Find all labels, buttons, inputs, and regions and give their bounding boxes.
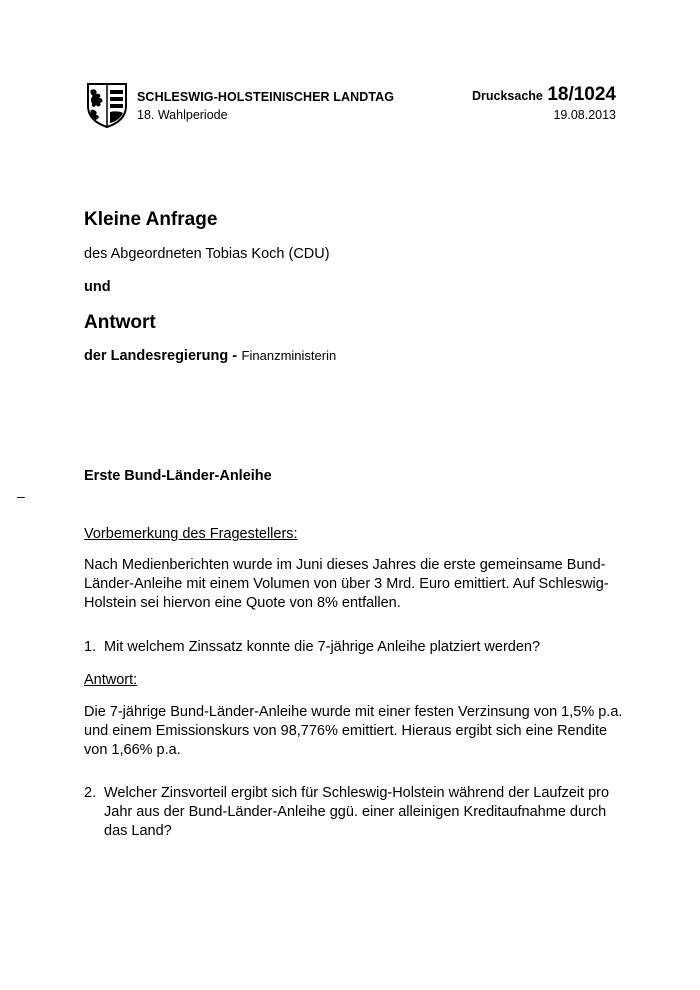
document-date: 19.08.2013 [553, 108, 616, 122]
document-number [472, 84, 616, 106]
preliminary-remark-text: Nach Medienberichten wurde im Juni dieses Jahres die erste gemeinsame Bund-Länder-Anleihe mit einem Volumen von über 3 Mrd. Euro emittiert. Auf Schleswig-Holstein sei hiervon eine Quote von 8% entfallen. [84, 557, 609, 611]
answer-1-text: Die 7-jährige Bund-Länder-Anleihe wurde mit einer festen Verzinsung von 1,5% p.a. und einem Emissionskurs von 98,776% emittiert. Hieraus ergibt sich eine Rendite von 1,66% p.a. [84, 704, 623, 758]
subject-heading: Erste Bund-Länder-Anleihe [84, 468, 272, 484]
answer-heading: Antwort: [84, 672, 138, 688]
margin-mark: – [17, 488, 25, 504]
preliminary-remark-heading: Vorbemerkung des Fragestellers: [84, 526, 298, 542]
ministry-name: Finanzministerin [241, 348, 337, 363]
question-2 [84, 784, 624, 841]
answer-title: Antwort [84, 312, 156, 333]
state-crest-logo [86, 82, 128, 128]
question-number: 2. [84, 785, 97, 801]
parliament-name: SCHLESWIG-HOLSTEINISCHER LANDTAG [137, 90, 395, 104]
document-number-value: 18/1024 [547, 84, 616, 105]
document-type-title: Kleine Anfrage [84, 209, 218, 230]
question-text: Welcher Zinsvorteil ergibt sich für Schleswig-Holstein während der Laufzeit pro Jahr aus der Bund-Länder-Anleihe ggü. einer alleinigen Kreditaufnahme durch das Land? [104, 785, 610, 839]
government-label: der Landesregierung - [84, 348, 238, 364]
question-1 [84, 638, 624, 657]
questioner-line: des Abgeordneten Tobias Koch (CDU) [84, 246, 330, 262]
legislative-period: 18. Wahlperiode [137, 108, 228, 122]
und-connector: und [84, 279, 111, 295]
question-text: Mit welchem Zinssatz konnte die 7-jährige Anleihe platziert werden? [104, 639, 541, 655]
document-number-label: Drucksache [471, 89, 543, 103]
government-line [84, 347, 336, 365]
question-number: 1. [84, 639, 97, 655]
